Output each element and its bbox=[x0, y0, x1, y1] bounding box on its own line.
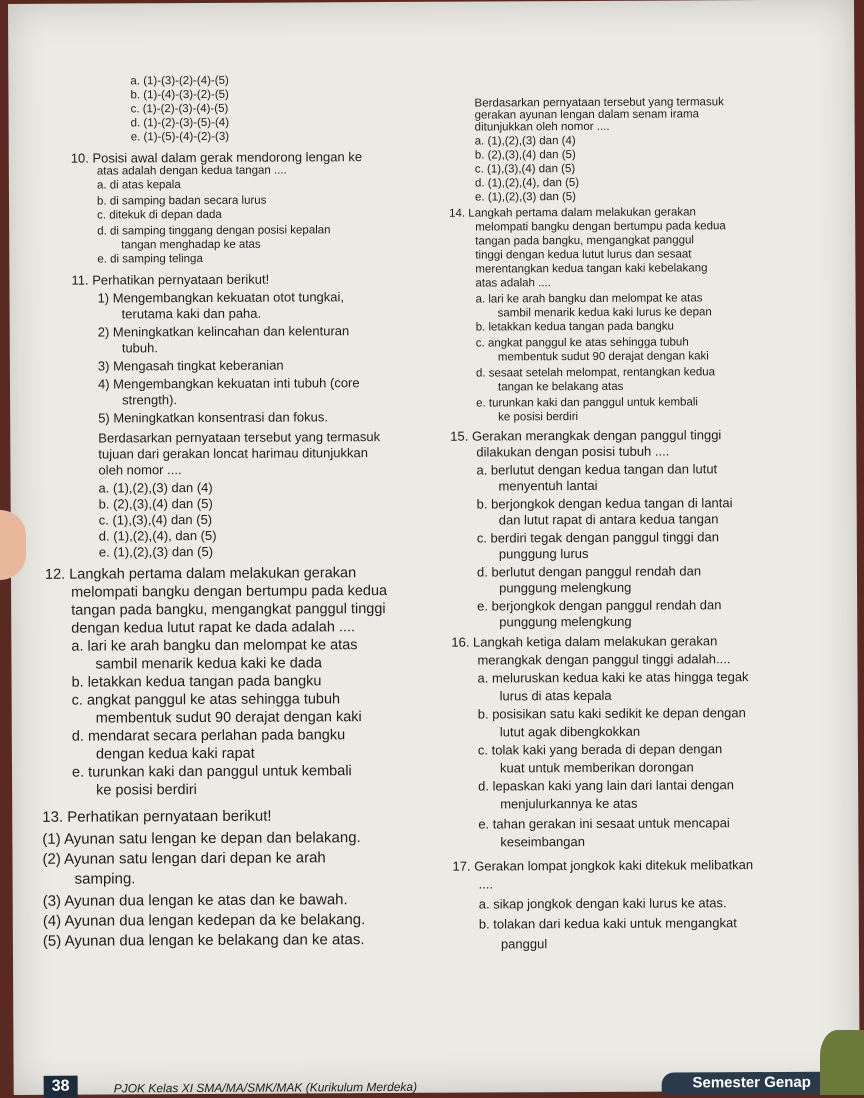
book-title: PJOK Kelas XI SMA/MA/SMK/MAK (Kurikulum Merdeka) bbox=[113, 1079, 418, 1096]
left-line: e. (1),(2),(3) dan (5) bbox=[98, 543, 214, 560]
right-line: ditunjukkan oleh nomor .... bbox=[474, 120, 610, 134]
right-line: b. tolakan dari kedua kaki untuk mengangkat bbox=[478, 915, 737, 932]
left-line: 5) Meningkatkan konsentrasi dan fokus. bbox=[98, 409, 329, 426]
left-line: (3) Ayunan dua lengan ke atas dan ke bawah. bbox=[42, 891, 348, 910]
left-line: (2) Ayunan satu lengan dari depan ke arah bbox=[42, 849, 326, 868]
left-line: tubuh. bbox=[121, 340, 158, 356]
right-line: d. sesaat setelah melompat, rentangkan kedua bbox=[475, 366, 716, 380]
right-line: sambil menarik kedua kaki lurus ke depan bbox=[497, 306, 712, 320]
left-line: sambil menarik kedua kaki ke dada bbox=[95, 655, 322, 673]
right-line: d. berlutut dengan panggul rendah dan bbox=[476, 563, 702, 580]
right-line: panggul bbox=[500, 936, 548, 952]
right-line: tinggi dengan kedua lutut lurus dan sesaat bbox=[475, 248, 692, 262]
right-line: c. tolak kaki yang berada di depan dengan bbox=[477, 741, 723, 758]
right-line: atas adalah .... bbox=[475, 277, 551, 290]
right-line: a. sikap jongkok dengan kaki lurus ke atas. bbox=[478, 895, 727, 912]
left-line: e. (1)-(5)-(4)-(2)-(3) bbox=[130, 130, 230, 144]
right-line: b. letakkan kedua tangan pada bangku bbox=[475, 320, 674, 334]
right-line: b. berjongkok dengan kedua tangan di lantai bbox=[476, 495, 733, 512]
left-line: (1) Ayunan satu lengan ke depan dan belakang. bbox=[42, 829, 361, 848]
right-line: kuat untuk memberikan dorongan bbox=[499, 759, 694, 776]
left-line: b. (1)-(4)-(3)-(2)-(5) bbox=[130, 88, 229, 102]
right-line: e. (1),(2),(3) dan (5) bbox=[474, 191, 577, 204]
left-line: (4) Ayunan dua lengan kedepan da ke belakang. bbox=[42, 911, 366, 930]
right-line: 15. Gerakan merangkak dengan panggul tinggi bbox=[450, 427, 722, 444]
left-line: c. (1),(3),(4) dan (5) bbox=[98, 511, 213, 528]
left-line: 12. Langkah pertama dalam melakukan gerakan bbox=[44, 565, 357, 583]
left-line: e. di samping telinga bbox=[97, 252, 203, 266]
left-line: c. (1)-(2)-(3)-(4)-(5) bbox=[130, 102, 229, 116]
right-line: c. berdiri tegak dengan panggul tinggi dan bbox=[476, 529, 719, 546]
left-line: c. angkat panggul ke atas sehingga tubuh bbox=[71, 691, 341, 709]
left-line: b. (2),(3),(4) dan (5) bbox=[98, 495, 213, 512]
right-line: 14. Langkah pertama dalam melakukan gerakan bbox=[449, 206, 696, 220]
left-line: 13. Perhatikan pernyataan berikut! bbox=[42, 807, 272, 826]
left-line: (5) Ayunan dua lengan ke belakang dan ke atas. bbox=[42, 931, 365, 950]
left-line: 4) Mengembangkan kekuatan inti tubuh (core bbox=[97, 375, 360, 392]
plant-shape bbox=[820, 1030, 864, 1095]
right-line: ke posisi berdiri bbox=[498, 411, 579, 424]
right-line: melompati bangku dengan bertumpu pada kedua bbox=[475, 220, 726, 234]
right-line: c. (1),(3),(4) dan (5) bbox=[474, 163, 576, 176]
right-line: dan lutut rapat di antara kedua tangan bbox=[498, 511, 719, 528]
left-line: b. letakkan kedua tangan pada bangku bbox=[71, 673, 322, 691]
left-line: d. (1),(2),(4), dan (5) bbox=[98, 527, 217, 544]
right-line: dilakukan dengan posisi tubuh .... bbox=[476, 443, 670, 460]
right-line: a. berlutut dengan kedua tangan dan lutut bbox=[476, 461, 718, 478]
right-line: punggung lurus bbox=[498, 545, 589, 562]
right-line: c. angkat panggul ke atas sehingga tubuh bbox=[475, 336, 689, 350]
right-line: a. (1),(2),(3) dan (4) bbox=[474, 135, 576, 148]
right-line: b. posisikan satu kaki sedikit ke depan dengan bbox=[477, 705, 746, 722]
left-line: a. di atas kepala bbox=[96, 179, 181, 192]
right-line: menjulurkannya ke atas bbox=[500, 795, 638, 812]
textbook-page bbox=[8, 0, 860, 1095]
left-line: terutama kaki dan paha. bbox=[121, 305, 262, 322]
right-line: e. berjongkok dengan panggul rendah dan bbox=[477, 597, 722, 614]
right-line: d. lepaskan kaki yang lain dari lantai dengan bbox=[478, 777, 734, 794]
left-line: dengan kedua kaki rapat bbox=[95, 745, 255, 763]
left-line: d. mendarat secara perlahan pada bangku bbox=[71, 727, 346, 745]
left-line: membentuk sudut 90 derajat dengan kaki bbox=[95, 709, 362, 727]
left-line: oleh nomor .... bbox=[98, 462, 182, 478]
right-line: a. lari ke arah bangku dan melompat ke atas bbox=[475, 292, 703, 306]
page-number: 38 bbox=[44, 1076, 78, 1098]
left-line: Berdasarkan pernyataan tersebut yang termasuk bbox=[98, 429, 381, 446]
left-line: samping. bbox=[74, 870, 136, 888]
right-line: tangan pada bangku, mengangkat panggul bbox=[475, 234, 694, 248]
right-line: 17. Gerakan lompat jongkok kaki ditekuk melibatkan bbox=[452, 857, 754, 874]
left-line: d. (1)-(2)-(3)-(5)-(4) bbox=[130, 116, 230, 130]
left-line: tujuan dari gerakan loncat harimau ditunjukkan bbox=[98, 445, 368, 462]
right-line: e. tahan gerakan ini sesaat untuk mencapai bbox=[478, 815, 730, 832]
left-line: c. ditekuk di depan dada bbox=[97, 208, 222, 222]
right-line: b. (2),(3),(4) dan (5) bbox=[474, 149, 576, 162]
right-column bbox=[448, 0, 848, 952]
right-line: punggung melengkung bbox=[499, 579, 632, 596]
left-line: a. lari ke arah bangku dan melompat ke atas bbox=[71, 637, 358, 655]
right-line: gerakan ayunan lengan dalam senam irama bbox=[474, 108, 700, 122]
right-line: tangan ke belakang atas bbox=[497, 380, 624, 394]
right-line: lutut agak dibengkokkan bbox=[499, 723, 641, 740]
left-line: atas adalah dengan kedua tangan .... bbox=[96, 164, 287, 178]
left-line: 3) Mengasah tingkat keberanian bbox=[97, 357, 284, 374]
left-line: tangan pada bangku, mengangkat panggul tinggi bbox=[71, 601, 386, 619]
right-line: 16. Langkah ketiga dalam melakukan gerakan bbox=[451, 633, 718, 650]
left-line: a. (1),(2),(3) dan (4) bbox=[98, 479, 213, 496]
right-line: merangkak dengan panggul tinggi adalah.... bbox=[477, 651, 731, 668]
left-line: 10. Posisi awal dalam gerak mendorong lengan ke bbox=[70, 149, 363, 166]
left-line: 2) Meningkatkan kelincahan dan kelenturan bbox=[97, 323, 350, 340]
left-line: d. di samping tinggang dengan posisi kepalan bbox=[97, 224, 331, 238]
right-line: a. meluruskan kedua kaki ke atas hingga tegak bbox=[477, 669, 749, 686]
left-line: tangan menghadap ke atas bbox=[121, 238, 261, 252]
left-line: a. (1)-(3)-(2)-(4)-(5) bbox=[130, 74, 229, 88]
left-line: 11. Perhatikan pernyataan berikut! bbox=[71, 271, 270, 288]
right-line: membentuk sudut 90 derajat dengan kaki bbox=[497, 350, 709, 364]
right-line: Berdasarkan pernyataan tersebut yang termasuk bbox=[474, 96, 724, 110]
semester-badge: Semester Genap bbox=[662, 1072, 842, 1095]
left-column bbox=[8, 2, 438, 950]
right-line: merentangkan kedua tangan kaki kebelakang bbox=[475, 262, 708, 276]
left-line: e. turunkan kaki dan panggul untuk kembali bbox=[71, 763, 352, 781]
left-line: ke posisi berdiri bbox=[96, 782, 197, 799]
right-line: punggung melengkung bbox=[499, 613, 632, 630]
right-line: keseimbangan bbox=[500, 833, 585, 850]
left-line: 1) Mengembangkan kekuatan otot tungkai, bbox=[97, 289, 345, 306]
left-line: b. di samping badan secara lurus bbox=[97, 194, 267, 208]
right-line: .... bbox=[478, 876, 494, 892]
left-line: dengan kedua lutut rapat ke dada adalah .... bbox=[71, 619, 356, 637]
right-line: lurus di atas kepala bbox=[499, 687, 612, 704]
right-line: e. turunkan kaki dan panggul untuk kembali bbox=[476, 396, 698, 410]
left-line: melompati bangku dengan bertumpu pada kedua bbox=[71, 583, 388, 601]
right-line: menyentuh lantai bbox=[498, 477, 598, 494]
right-line: d. (1),(2),(4), dan (5) bbox=[474, 177, 580, 190]
left-line: strength). bbox=[122, 392, 178, 408]
